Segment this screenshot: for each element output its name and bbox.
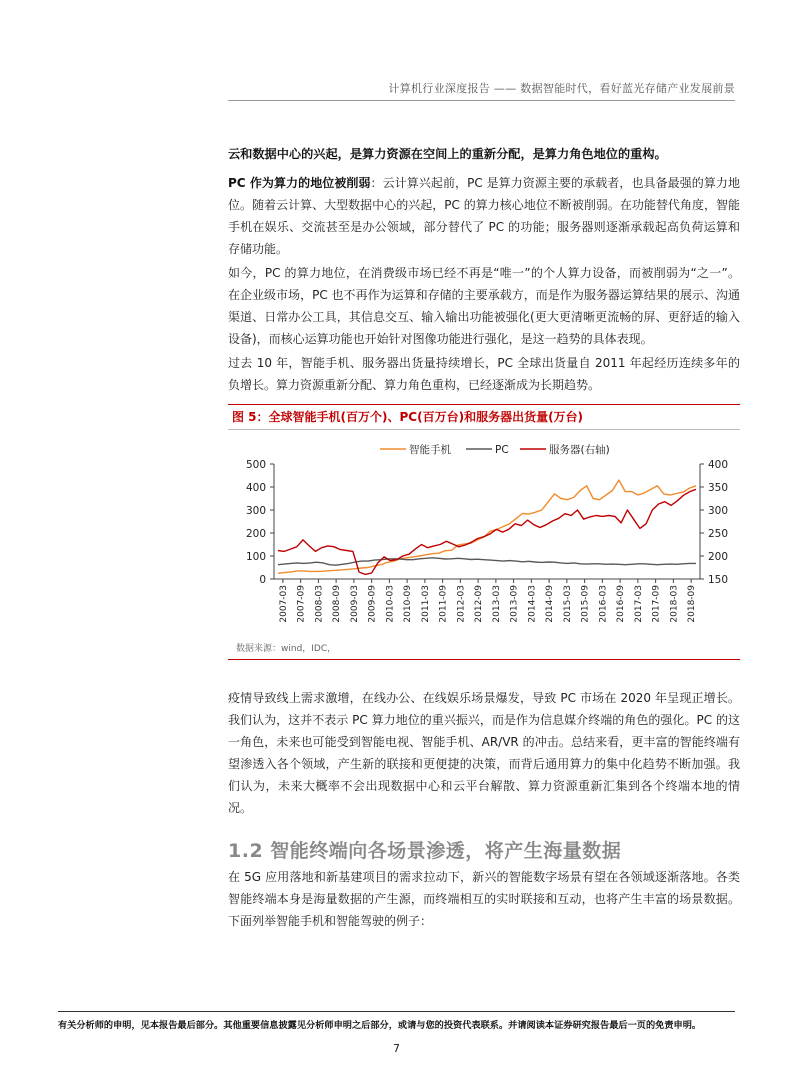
legend-label-server: 服务器(右轴): [549, 444, 610, 456]
x-tick-label: 2012-03: [456, 585, 467, 623]
paragraph-pc-position: 如今，PC 的算力地位，在消费级市场已经不再是“唯一”的个人算力设备，而被削弱为“之一”。在企业级市场，PC 也不再作为运算和存储的主要承载方，而是作为服务器运算结果的展示、沟通渠道、日常办公工具，其信息交互、输入输出功能被强化(更大更清晰更流畅的屏、更舒适的输入设备)，而核心运算功能也开始针对图像功能进行强化，是这一趋势的具体表现。: [228, 266, 740, 346]
footer-disclaimer: 有关分析师的申明，见本报告最后部分。其他重要信息披露见分析师申明之后部分，或请与您的投资代表联系。并请阅读本证券研究报告最后一页的免责申明。: [58, 1020, 702, 1031]
x-tick-label: 2009-09: [367, 585, 378, 623]
y-right-tick-label: 300: [708, 505, 729, 517]
x-tick-label: 2017-03: [633, 585, 644, 623]
y-right-tick-label: 200: [708, 551, 729, 563]
x-tick-label: 2013-03: [491, 585, 502, 623]
x-tick-label: 2007-09: [296, 585, 307, 623]
page-number: 7: [393, 1042, 400, 1055]
x-tick-label: 2018-03: [669, 585, 680, 623]
report-header-title: 计算机行业深度报告 —— 数据智能时代，看好蓝光存储产业发展前景: [388, 82, 735, 95]
x-tick-label: 2013-09: [509, 585, 520, 623]
x-tick-label: 2010-03: [385, 585, 396, 623]
y-right-tick-label: 250: [708, 528, 729, 540]
x-tick-label: 2016-03: [598, 585, 609, 623]
section-heading: 1.2 智能终端向各场景渗透，将产生海量数据: [228, 840, 622, 862]
x-tick-label: 2008-03: [314, 585, 325, 623]
x-tick-label: 2014-03: [527, 585, 538, 623]
x-tick-label: 2018-09: [687, 585, 698, 623]
y-left-tick-label: 0: [259, 574, 266, 586]
section-lead: 云和数据中心的兴起，是算力资源在空间上的重新分配，是算力角色地位的重构。: [228, 147, 667, 161]
figure-title: 图 5：全球智能手机(百万个)、PC(百万台)和服务器出货量(万台): [232, 410, 584, 424]
chart-axes: [246, 459, 728, 623]
y-left-tick-label: 100: [245, 551, 266, 563]
paragraph-body: ：云计算兴起前，PC 是算力资源主要的承载者，也具备最强的算力地位。随着云计算、大型数据中心的兴起，PC 的算力核心地位不断被削弱。在功能替代角度，智能手机在娱乐、交流甚至是办公领域，部分替代了 PC 的功能；服务器则逐渐承载起高负荷运算和存储功能。: [228, 176, 740, 256]
figure-bottom-rule: [228, 659, 740, 660]
x-tick-label: 2009-03: [349, 585, 360, 623]
x-tick-label: 2008-09: [332, 585, 343, 623]
x-tick-label: 2015-09: [580, 585, 591, 623]
chart-legend: [380, 443, 610, 456]
header-divider: [228, 100, 735, 101]
x-tick-label: 2016-09: [616, 585, 627, 623]
legend-label-pc: PC: [495, 444, 509, 456]
figure-title-divider: [228, 429, 740, 430]
paragraph-terminals: 在 5G 应用落地和新基建项目的需求拉动下，新兴的智能数字场景有望在各领域逐渐落地。各类智能终端本身是海量数据的产生源，而终端相互的实时联接和互动，也将产生丰富的场景数据。下面列举智能手机和智能驾驶的例子：: [228, 870, 740, 928]
series-line-pc: [278, 558, 696, 565]
x-tick-label: 2007-03: [278, 585, 289, 623]
y-right-tick-label: 350: [708, 482, 729, 494]
figure-source: 数据来源：wind，IDC，: [236, 644, 337, 654]
x-tick-label: 2014-09: [545, 585, 556, 623]
x-tick-label: 2011-09: [438, 585, 449, 623]
x-tick-label: 2015-03: [562, 585, 573, 623]
paragraph-lead: PC 作为算力的地位被削弱: [228, 176, 371, 190]
legend-label-smartphone: 智能手机: [409, 444, 451, 456]
y-right-tick-label: 150: [708, 574, 729, 586]
x-tick-label: 2017-09: [651, 585, 662, 623]
y-left-tick-label: 200: [245, 528, 266, 540]
footer-divider: [58, 1011, 735, 1012]
shipment-line-chart: [228, 432, 740, 637]
x-tick-label: 2012-09: [474, 585, 485, 623]
paragraph-pc-role: [228, 172, 740, 260]
x-tick-label: 2010-09: [403, 585, 414, 623]
y-left-tick-label: 400: [245, 482, 266, 494]
figure-top-rule: [228, 404, 740, 405]
series-line-server: [278, 489, 696, 574]
y-right-tick-label: 400: [708, 459, 729, 471]
paragraph-trend: 过去 10 年，智能手机、服务器出货量持续增长，PC 全球出货量自 2011 年起经历连续多年的负增长。算力资源重新分配、算力角色重构，已经逐渐成为长期趋势。: [228, 356, 740, 392]
paragraph-pandemic: 疫情导致线上需求激增，在线办公、在线娱乐场景爆发，导致 PC 市场在 2020 年呈现正增长。我们认为，这并不表示 PC 算力地位的重兴振兴，而是作为信息媒介终端的角色的强化。PC 的这一角色，未来也可能受到智能电视、智能手机、AR/VR 的冲击。总结来看，更丰富的智能终端有望渗透入各个领域，产生新的联接和更便捷的决策，而背后通用算力的集中化趋势不断加强。我们认为，未来大概率不会出现数据中心和云平台解散、算力资源重新汇集到各个终端本地的情况。: [228, 691, 740, 815]
y-left-tick-label: 300: [245, 505, 266, 517]
x-tick-label: 2011-03: [420, 585, 431, 623]
y-left-tick-label: 500: [245, 459, 266, 471]
chart-series: [278, 480, 696, 574]
